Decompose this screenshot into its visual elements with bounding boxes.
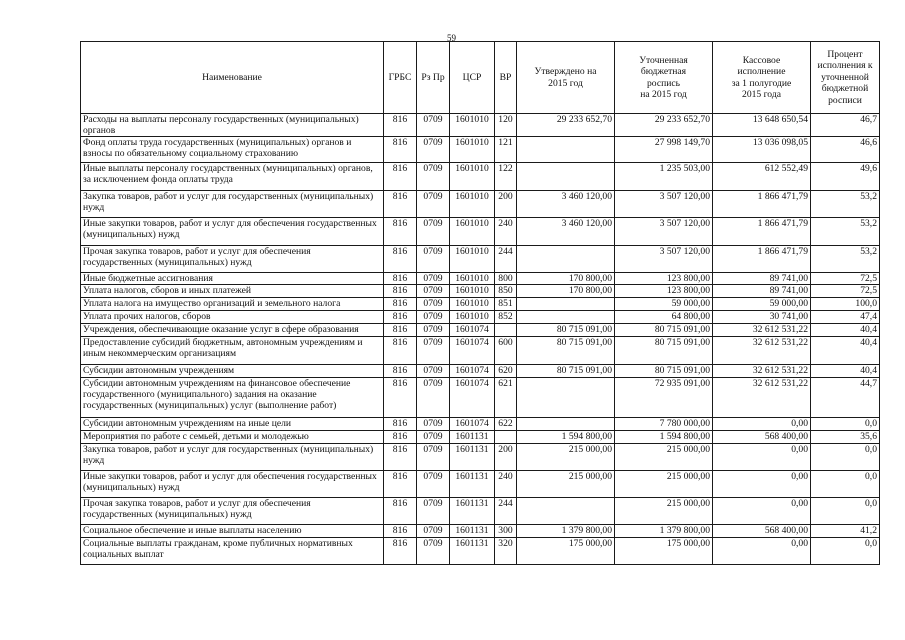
cell-cash: 0,00 bbox=[713, 418, 811, 431]
header-rz-pr: Рз Пр bbox=[417, 42, 450, 114]
cell-approved bbox=[517, 311, 615, 324]
cell-refined: 123 800,00 bbox=[615, 273, 713, 285]
cell-approved: 3 460 120,00 bbox=[517, 191, 615, 218]
cell-refined: 59 000,00 bbox=[615, 298, 713, 311]
cell-approved: 175 000,00 bbox=[517, 538, 615, 565]
table-row bbox=[81, 431, 880, 444]
cell-grbs: 816 bbox=[384, 324, 417, 337]
cell-name: Мероприятия по работе с семьей, детьми и молодежью bbox=[81, 431, 384, 444]
cell-refined: 29 233 652,70 bbox=[615, 114, 713, 137]
cell-vr: 621 bbox=[495, 378, 517, 418]
cell-name: Уплата налога на имущество организаций и земельного налога bbox=[81, 298, 384, 311]
cell-refined: 1 235 503,00 bbox=[615, 163, 713, 191]
cell-vr: 800 bbox=[495, 273, 517, 285]
page-number: 59 bbox=[447, 33, 456, 43]
cell-name: Расходы на выплаты персоналу государственных (муниципальных) органов bbox=[81, 114, 384, 137]
cell-refined: 175 000,00 bbox=[615, 538, 713, 565]
table-row bbox=[81, 298, 880, 311]
table-row bbox=[81, 246, 880, 273]
cell-vr bbox=[495, 431, 517, 444]
cell-csr: 1601131 bbox=[450, 525, 495, 538]
cell-vr: 244 bbox=[495, 498, 517, 525]
cell-cash: 32 612 531,22 bbox=[713, 324, 811, 337]
cell-approved bbox=[517, 418, 615, 431]
table-row bbox=[81, 337, 880, 365]
table-row bbox=[81, 471, 880, 498]
cell-refined: 3 507 120,00 bbox=[615, 218, 713, 246]
cell-cash: 0,00 bbox=[713, 444, 811, 471]
cell-approved: 80 715 091,00 bbox=[517, 337, 615, 365]
cell-approved bbox=[517, 163, 615, 191]
table-row bbox=[81, 273, 880, 285]
cell-grbs: 816 bbox=[384, 114, 417, 137]
cell-cash: 612 552,49 bbox=[713, 163, 811, 191]
cell-cash: 0,00 bbox=[713, 498, 811, 525]
cell-csr: 1601010 bbox=[450, 114, 495, 137]
cell-cash: 30 741,00 bbox=[713, 311, 811, 324]
cell-rz-pr: 0709 bbox=[417, 538, 450, 565]
cell-approved: 215 000,00 bbox=[517, 471, 615, 498]
cell-grbs: 816 bbox=[384, 285, 417, 298]
cell-grbs: 816 bbox=[384, 163, 417, 191]
cell-rz-pr: 0709 bbox=[417, 191, 450, 218]
cell-refined: 1 379 800,00 bbox=[615, 525, 713, 538]
cell-cash: 568 400,00 bbox=[713, 525, 811, 538]
cell-csr: 1601010 bbox=[450, 311, 495, 324]
cell-percent: 41,2 bbox=[811, 525, 880, 538]
cell-grbs: 816 bbox=[384, 311, 417, 324]
cell-percent: 40,4 bbox=[811, 365, 880, 378]
cell-percent: 44,7 bbox=[811, 378, 880, 418]
cell-name: Иные закупки товаров, работ и услуг для обеспечения государственных (муниципальных) нужд bbox=[81, 218, 384, 246]
cell-grbs: 816 bbox=[384, 525, 417, 538]
cell-csr: 1601074 bbox=[450, 324, 495, 337]
cell-percent: 46,7 bbox=[811, 114, 880, 137]
cell-rz-pr: 0709 bbox=[417, 218, 450, 246]
cell-percent: 72,5 bbox=[811, 285, 880, 298]
header-approved: Утверждено на 2015 год bbox=[517, 42, 615, 114]
cell-grbs: 816 bbox=[384, 431, 417, 444]
header-csr: ЦСР bbox=[450, 42, 495, 114]
cell-refined: 64 800,00 bbox=[615, 311, 713, 324]
cell-approved: 3 460 120,00 bbox=[517, 218, 615, 246]
table-row bbox=[81, 137, 880, 163]
cell-name: Фонд оплаты труда государственных (муниципальных) органов и взносы по обязательному социальному страхованию bbox=[81, 137, 384, 163]
cell-percent: 53,2 bbox=[811, 246, 880, 273]
cell-rz-pr: 0709 bbox=[417, 525, 450, 538]
cell-name: Иные бюджетные ассигнования bbox=[81, 273, 384, 285]
cell-cash: 89 741,00 bbox=[713, 273, 811, 285]
cell-refined: 1 594 800,00 bbox=[615, 431, 713, 444]
cell-rz-pr: 0709 bbox=[417, 337, 450, 365]
cell-name: Учреждения, обеспечивающие оказание услуг в сфере образования bbox=[81, 324, 384, 337]
cell-csr: 1601010 bbox=[450, 191, 495, 218]
cell-csr: 1601010 bbox=[450, 285, 495, 298]
cell-approved: 80 715 091,00 bbox=[517, 324, 615, 337]
cell-rz-pr: 0709 bbox=[417, 163, 450, 191]
cell-percent: 49,6 bbox=[811, 163, 880, 191]
header-grbs: ГРБС bbox=[384, 42, 417, 114]
table-row bbox=[81, 218, 880, 246]
cell-approved: 170 800,00 bbox=[517, 285, 615, 298]
cell-csr: 1601131 bbox=[450, 498, 495, 525]
cell-name: Иные закупки товаров, работ и услуг для обеспечения государственных (муниципальных) нужд bbox=[81, 471, 384, 498]
cell-rz-pr: 0709 bbox=[417, 418, 450, 431]
cell-csr: 1601010 bbox=[450, 218, 495, 246]
cell-rz-pr: 0709 bbox=[417, 114, 450, 137]
cell-rz-pr: 0709 bbox=[417, 431, 450, 444]
cell-approved bbox=[517, 137, 615, 163]
cell-approved bbox=[517, 498, 615, 525]
cell-name: Социальные выплаты гражданам, кроме публичных нормативных социальных выплат bbox=[81, 538, 384, 565]
table-row bbox=[81, 444, 880, 471]
cell-rz-pr: 0709 bbox=[417, 324, 450, 337]
cell-refined: 80 715 091,00 bbox=[615, 365, 713, 378]
cell-name: Иные выплаты персоналу государственных (муниципальных) органов, за исключением фонда оплаты труда bbox=[81, 163, 384, 191]
cell-cash: 13 036 098,05 bbox=[713, 137, 811, 163]
cell-vr: 320 bbox=[495, 538, 517, 565]
table-row bbox=[81, 498, 880, 525]
cell-rz-pr: 0709 bbox=[417, 285, 450, 298]
cell-percent: 0,0 bbox=[811, 538, 880, 565]
cell-percent: 53,2 bbox=[811, 191, 880, 218]
cell-vr: 240 bbox=[495, 218, 517, 246]
table-row bbox=[81, 163, 880, 191]
cell-rz-pr: 0709 bbox=[417, 273, 450, 285]
cell-grbs: 816 bbox=[384, 538, 417, 565]
cell-cash: 1 866 471,79 bbox=[713, 218, 811, 246]
cell-cash: 59 000,00 bbox=[713, 298, 811, 311]
header-name: Наименование bbox=[81, 42, 384, 114]
cell-csr: 1601131 bbox=[450, 431, 495, 444]
cell-approved bbox=[517, 298, 615, 311]
cell-percent: 47,4 bbox=[811, 311, 880, 324]
cell-csr: 1601131 bbox=[450, 471, 495, 498]
cell-percent: 40,4 bbox=[811, 324, 880, 337]
cell-refined: 215 000,00 bbox=[615, 498, 713, 525]
cell-name: Прочая закупка товаров, работ и услуг для обеспечения государственных (муниципальных) нужд bbox=[81, 498, 384, 525]
cell-rz-pr: 0709 bbox=[417, 498, 450, 525]
table-row bbox=[81, 114, 880, 137]
cell-rz-pr: 0709 bbox=[417, 444, 450, 471]
cell-rz-pr: 0709 bbox=[417, 311, 450, 324]
cell-grbs: 816 bbox=[384, 337, 417, 365]
cell-name: Уплата прочих налогов, сборов bbox=[81, 311, 384, 324]
cell-rz-pr: 0709 bbox=[417, 137, 450, 163]
cell-vr: 620 bbox=[495, 365, 517, 378]
cell-csr: 1601010 bbox=[450, 163, 495, 191]
cell-vr: 851 bbox=[495, 298, 517, 311]
cell-cash: 0,00 bbox=[713, 538, 811, 565]
header-vr: ВР bbox=[495, 42, 517, 114]
cell-cash: 1 866 471,79 bbox=[713, 246, 811, 273]
header-refined: Уточненная бюджетная роспись на 2015 год bbox=[615, 42, 713, 114]
header-cash: Кассовое исполнение за 1 полугодие 2015 года bbox=[713, 42, 811, 114]
cell-refined: 3 507 120,00 bbox=[615, 246, 713, 273]
table-row bbox=[81, 191, 880, 218]
table-row bbox=[81, 378, 880, 418]
cell-csr: 1601131 bbox=[450, 444, 495, 471]
cell-grbs: 816 bbox=[384, 378, 417, 418]
cell-cash: 32 612 531,22 bbox=[713, 378, 811, 418]
cell-name: Закупка товаров, работ и услуг для государственных (муниципальных) нужд bbox=[81, 444, 384, 471]
cell-csr: 1601010 bbox=[450, 137, 495, 163]
cell-rz-pr: 0709 bbox=[417, 246, 450, 273]
cell-approved: 1 594 800,00 bbox=[517, 431, 615, 444]
cell-grbs: 816 bbox=[384, 471, 417, 498]
cell-name: Социальное обеспечение и иные выплаты населению bbox=[81, 525, 384, 538]
cell-csr: 1601074 bbox=[450, 418, 495, 431]
cell-vr: 244 bbox=[495, 246, 517, 273]
cell-grbs: 816 bbox=[384, 273, 417, 285]
cell-refined: 3 507 120,00 bbox=[615, 191, 713, 218]
cell-vr: 850 bbox=[495, 285, 517, 298]
cell-name: Предоставление субсидий бюджетным, автономным учреждениям и иным некоммерческим организациям bbox=[81, 337, 384, 365]
header-percent: Процент исполнения к уточненной бюджетной росписи bbox=[811, 42, 880, 114]
cell-cash: 1 866 471,79 bbox=[713, 191, 811, 218]
cell-csr: 1601074 bbox=[450, 378, 495, 418]
cell-vr: 622 bbox=[495, 418, 517, 431]
cell-cash: 32 612 531,22 bbox=[713, 337, 811, 365]
table-row bbox=[81, 538, 880, 565]
cell-vr: 600 bbox=[495, 337, 517, 365]
cell-approved: 1 379 800,00 bbox=[517, 525, 615, 538]
table-row bbox=[81, 365, 880, 378]
cell-percent: 0,0 bbox=[811, 444, 880, 471]
cell-vr: 240 bbox=[495, 471, 517, 498]
cell-rz-pr: 0709 bbox=[417, 378, 450, 418]
cell-approved bbox=[517, 378, 615, 418]
table-row bbox=[81, 324, 880, 337]
cell-refined: 215 000,00 bbox=[615, 471, 713, 498]
table-row bbox=[81, 311, 880, 324]
cell-name: Уплата налогов, сборов и иных платежей bbox=[81, 285, 384, 298]
cell-approved bbox=[517, 246, 615, 273]
cell-csr: 1601010 bbox=[450, 298, 495, 311]
cell-grbs: 816 bbox=[384, 365, 417, 378]
cell-cash: 89 741,00 bbox=[713, 285, 811, 298]
cell-grbs: 816 bbox=[384, 418, 417, 431]
cell-percent: 100,0 bbox=[811, 298, 880, 311]
cell-name: Закупка товаров, работ и услуг для государственных (муниципальных) нужд bbox=[81, 191, 384, 218]
cell-percent: 53,2 bbox=[811, 218, 880, 246]
cell-refined: 72 935 091,00 bbox=[615, 378, 713, 418]
cell-percent: 72,5 bbox=[811, 273, 880, 285]
cell-refined: 27 998 149,70 bbox=[615, 137, 713, 163]
cell-vr bbox=[495, 324, 517, 337]
header-row bbox=[81, 42, 880, 114]
cell-percent: 0,0 bbox=[811, 471, 880, 498]
cell-rz-pr: 0709 bbox=[417, 365, 450, 378]
cell-refined: 123 800,00 bbox=[615, 285, 713, 298]
cell-refined: 80 715 091,00 bbox=[615, 337, 713, 365]
cell-refined: 7 780 000,00 bbox=[615, 418, 713, 431]
cell-grbs: 816 bbox=[384, 298, 417, 311]
cell-name: Субсидии автономным учреждениям bbox=[81, 365, 384, 378]
cell-percent: 0,0 bbox=[811, 498, 880, 525]
table-body bbox=[81, 114, 880, 565]
cell-csr: 1601074 bbox=[450, 365, 495, 378]
cell-refined: 215 000,00 bbox=[615, 444, 713, 471]
cell-approved: 215 000,00 bbox=[517, 444, 615, 471]
cell-rz-pr: 0709 bbox=[417, 471, 450, 498]
cell-percent: 40,4 bbox=[811, 337, 880, 365]
cell-approved: 170 800,00 bbox=[517, 273, 615, 285]
cell-percent: 35,6 bbox=[811, 431, 880, 444]
cell-grbs: 816 bbox=[384, 444, 417, 471]
cell-grbs: 816 bbox=[384, 218, 417, 246]
cell-cash: 13 648 650,54 bbox=[713, 114, 811, 137]
cell-vr: 300 bbox=[495, 525, 517, 538]
table-row bbox=[81, 285, 880, 298]
cell-name: Субсидии автономным учреждениям на иные цели bbox=[81, 418, 384, 431]
cell-cash: 32 612 531,22 bbox=[713, 365, 811, 378]
cell-percent: 0,0 bbox=[811, 418, 880, 431]
budget-execution-table bbox=[80, 41, 880, 565]
cell-csr: 1601010 bbox=[450, 273, 495, 285]
cell-refined: 80 715 091,00 bbox=[615, 324, 713, 337]
cell-percent: 46,6 bbox=[811, 137, 880, 163]
cell-vr: 852 bbox=[495, 311, 517, 324]
cell-vr: 120 bbox=[495, 114, 517, 137]
cell-csr: 1601010 bbox=[450, 246, 495, 273]
cell-grbs: 816 bbox=[384, 137, 417, 163]
cell-vr: 122 bbox=[495, 163, 517, 191]
cell-vr: 200 bbox=[495, 191, 517, 218]
cell-name: Прочая закупка товаров, работ и услуг для обеспечения государственных (муниципальных) нужд bbox=[81, 246, 384, 273]
cell-csr: 1601131 bbox=[450, 538, 495, 565]
table-row bbox=[81, 418, 880, 431]
cell-cash: 568 400,00 bbox=[713, 431, 811, 444]
cell-csr: 1601074 bbox=[450, 337, 495, 365]
cell-rz-pr: 0709 bbox=[417, 298, 450, 311]
cell-approved: 80 715 091,00 bbox=[517, 365, 615, 378]
cell-name: Субсидии автономным учреждениям на финансовое обеспечение государственного (муниципального) задания на оказание государственных (муниципальных) услуг (выполнение работ) bbox=[81, 378, 384, 418]
cell-vr: 200 bbox=[495, 444, 517, 471]
cell-grbs: 816 bbox=[384, 498, 417, 525]
cell-grbs: 816 bbox=[384, 191, 417, 218]
cell-cash: 0,00 bbox=[713, 471, 811, 498]
cell-approved: 29 233 652,70 bbox=[517, 114, 615, 137]
cell-vr: 121 bbox=[495, 137, 517, 163]
table-row bbox=[81, 525, 880, 538]
cell-grbs: 816 bbox=[384, 246, 417, 273]
